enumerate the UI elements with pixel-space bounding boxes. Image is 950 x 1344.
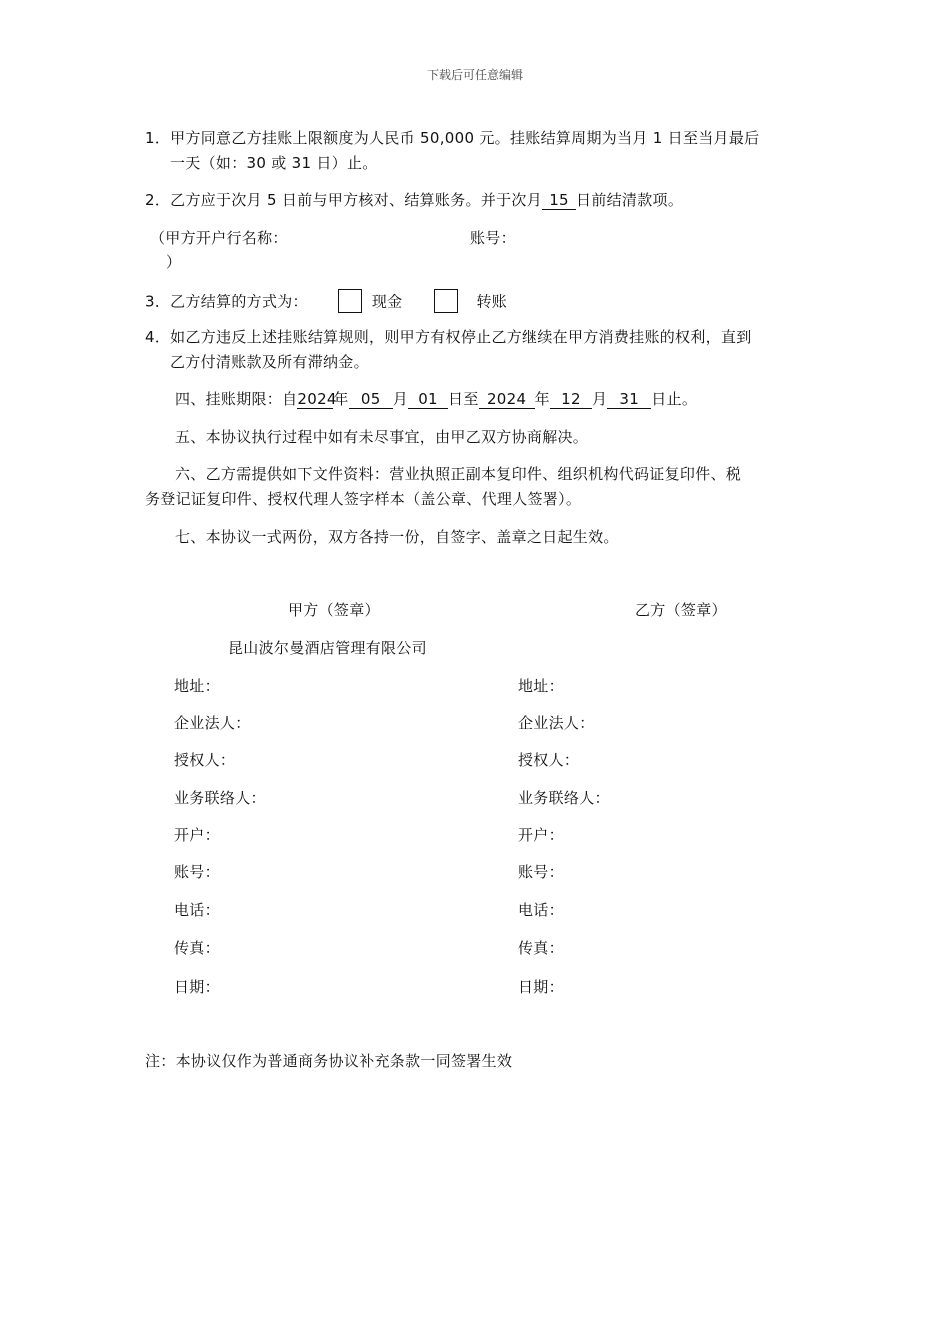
cash-checkbox[interactable] bbox=[338, 289, 362, 313]
bank-name-label: （甲方开户行名称： bbox=[150, 229, 288, 247]
term-end-char: 日止。 bbox=[651, 390, 698, 408]
footer-note: 注：本协议仅作为普通商务协议补充条款一同签署生效 bbox=[145, 1052, 513, 1070]
bank-account-label: 账号： bbox=[470, 229, 516, 247]
clause-2-suffix: 日前结清款项。 bbox=[576, 191, 684, 209]
party-a-date: 日期： bbox=[174, 978, 220, 996]
party-b-authorized: 授权人： bbox=[518, 751, 580, 769]
article-six-line-2: 务登记证复印件、授权代理人签字样本（盖公章、代理人签署）。 bbox=[145, 490, 582, 508]
party-b-account: 账号： bbox=[518, 863, 564, 881]
party-a-bank: 开户： bbox=[174, 826, 220, 844]
term-start-day: 01 bbox=[408, 390, 448, 409]
term-month-char: 月 bbox=[392, 390, 409, 408]
party-a-legal-rep: 企业法人： bbox=[174, 714, 251, 732]
term-end-day: 31 bbox=[607, 390, 651, 409]
party-b-legal-rep: 企业法人： bbox=[518, 714, 595, 732]
clause-2-day: 15 bbox=[542, 191, 576, 210]
party-a-fax: 传真： bbox=[174, 939, 220, 957]
term-end-year: 2024 bbox=[479, 390, 535, 409]
party-b-bank: 开户： bbox=[518, 826, 564, 844]
party-a-company: 昆山波尔曼酒店管理有限公司 bbox=[228, 639, 427, 657]
clause-2-prefix: 2．乙方应于次月 5 日前与甲方核对、结算账务。并于次月 bbox=[145, 191, 543, 209]
term-start-month: 05 bbox=[349, 390, 393, 409]
term-start-year: 2024 bbox=[297, 390, 337, 408]
party-a-contact: 业务联络人： bbox=[174, 789, 266, 807]
party-a-phone: 电话： bbox=[174, 901, 220, 919]
clause-3-label: 3．乙方结算的方式为： bbox=[145, 292, 308, 311]
party-b-title: 乙方（签章） bbox=[635, 601, 727, 619]
party-a-authorized: 授权人： bbox=[174, 751, 236, 769]
term-year-char-2: 年 bbox=[534, 390, 550, 408]
term-to-char: 日至 bbox=[448, 390, 479, 408]
party-a-title: 甲方（签章） bbox=[288, 601, 380, 619]
term-end-month: 12 bbox=[550, 390, 592, 409]
article-six-line-1: 六、乙方需提供如下文件资料：营业执照正副本复印件、组织机构代码证复印件、税 bbox=[175, 465, 742, 483]
party-b-date: 日期： bbox=[518, 978, 564, 996]
clause-1-line-1: 1．甲方同意乙方挂账上限额度为人民币 50,000 元。挂账结算周期为当月 1 日至当月最后 bbox=[145, 129, 760, 147]
clause-1-line-2: 一天（如：30 或 31 日）止。 bbox=[170, 154, 378, 172]
bank-close-paren: ） bbox=[166, 253, 182, 271]
download-note: 下载后可任意编辑 bbox=[426, 68, 523, 82]
transfer-label: 转账 bbox=[476, 292, 508, 311]
cash-label: 现金 bbox=[371, 292, 403, 311]
party-b-address: 地址： bbox=[518, 677, 564, 695]
clause-2 bbox=[145, 190, 683, 210]
party-a-address: 地址： bbox=[174, 677, 220, 695]
transfer-checkbox[interactable] bbox=[434, 289, 458, 313]
article-five: 五、本协议执行过程中如有未尽事宜，由甲乙双方协商解决。 bbox=[175, 428, 589, 446]
party-a-account: 账号： bbox=[174, 863, 220, 881]
party-b-fax: 传真： bbox=[518, 939, 564, 957]
term-year-char: 年 bbox=[333, 390, 349, 408]
clause-4-line-1: 4．如乙方违反上述挂账结算规则，则甲方有权停止乙方继续在甲方消费挂账的权利，直到 bbox=[145, 328, 752, 346]
term-label: 四、挂账期限：自 bbox=[175, 390, 298, 408]
party-b-phone: 电话： bbox=[518, 901, 564, 919]
clause-3 bbox=[145, 290, 507, 314]
term-month-char-2: 月 bbox=[591, 390, 608, 408]
party-b-contact: 业务联络人： bbox=[518, 789, 610, 807]
article-seven: 七、本协议一式两份，双方各持一份，自签字、盖章之日起生效。 bbox=[175, 528, 619, 546]
term-line bbox=[175, 389, 697, 409]
clause-4-line-2: 乙方付清账款及所有滞纳金。 bbox=[170, 353, 369, 371]
